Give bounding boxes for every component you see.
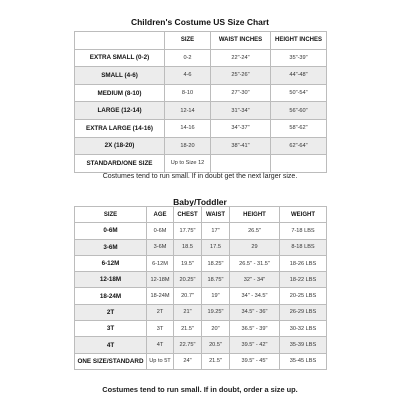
height-cell: 35"-39": [271, 49, 327, 67]
baby-toddler-table: [74, 206, 327, 370]
table-row: [75, 137, 327, 155]
height-cell: 29: [230, 239, 280, 255]
waist-cell: 20.5": [202, 337, 230, 353]
waist-cell: 38"-41": [211, 137, 271, 155]
size-label: 2T: [75, 304, 147, 320]
size-cell: Up to Size 12: [165, 155, 211, 173]
children-size-note: Costumes tend to run small. If in doubt get the next larger size.: [102, 173, 298, 180]
children-size-table: [74, 31, 327, 173]
size-label: ONE SIZE/STANDARD: [75, 353, 147, 369]
weight-cell: 20-25 LBS: [280, 288, 327, 304]
size-label: 0-6M: [75, 223, 147, 239]
size-label: MEDIUM (8-10): [75, 84, 165, 102]
table-row: [75, 353, 327, 369]
header-waist: WAIST: [202, 207, 230, 223]
weight-cell: 30-32 LBS: [280, 321, 327, 337]
height-cell: 32" - 34": [230, 272, 280, 288]
height-cell: 39.5" - 45": [230, 353, 280, 369]
header-waist-inches: WAIST INCHES: [211, 32, 271, 50]
waist-cell: 34"-37": [211, 119, 271, 137]
chest-cell: 17.75": [174, 223, 202, 239]
chest-cell: 19.5": [174, 255, 202, 271]
table-row: [75, 102, 327, 120]
chest-cell: 21": [174, 304, 202, 320]
height-cell: 26.5" - 31.5": [230, 255, 280, 271]
age-cell: 12-18M: [147, 272, 174, 288]
table-header-row: [75, 32, 327, 50]
table-row: [75, 272, 327, 288]
size-label: 4T: [75, 337, 147, 353]
size-label: 6-12M: [75, 255, 147, 271]
waist-cell: 19.25": [202, 304, 230, 320]
waist-cell: 19": [202, 288, 230, 304]
table-row: [75, 49, 327, 67]
waist-cell: 18.25": [202, 255, 230, 271]
size-cell: 18-20: [165, 137, 211, 155]
waist-cell: 17": [202, 223, 230, 239]
height-cell: 50"-54": [271, 84, 327, 102]
header-height: HEIGHT: [230, 207, 280, 223]
waist-cell: 18.75": [202, 272, 230, 288]
chest-cell: 24": [174, 353, 202, 369]
weight-cell: 18-26 LBS: [280, 255, 327, 271]
header-size: SIZE: [75, 207, 147, 223]
children-size-chart-title: Children's Costume US Size Chart: [130, 17, 270, 27]
waist-cell: 31"-34": [211, 102, 271, 120]
table-row: [75, 67, 327, 85]
size-label: 2X (18-20): [75, 137, 165, 155]
size-label: EXTRA LARGE (14-16): [75, 119, 165, 137]
waist-cell: 27"-30": [211, 84, 271, 102]
waist-cell: 21.5": [202, 353, 230, 369]
height-cell: 36.5" - 39": [230, 321, 280, 337]
header-blank: [75, 32, 165, 50]
size-label: 12-18M: [75, 272, 147, 288]
size-label: 3-6M: [75, 239, 147, 255]
chest-cell: 18.5: [174, 239, 202, 255]
chest-cell: 20.25": [174, 272, 202, 288]
height-cell: 44"-48": [271, 67, 327, 85]
height-cell: 26.5": [230, 223, 280, 239]
table-row: [75, 304, 327, 320]
height-cell: 58"-62": [271, 119, 327, 137]
age-cell: 18-24M: [147, 288, 174, 304]
header-weight: WEIGHT: [280, 207, 327, 223]
weight-cell: 35-45 LBS: [280, 353, 327, 369]
table-header-row: [75, 207, 327, 223]
waist-cell: [211, 155, 271, 173]
height-cell: [271, 155, 327, 173]
size-cell: 14-16: [165, 119, 211, 137]
weight-cell: 7-18 LBS: [280, 223, 327, 239]
table-row: [75, 239, 327, 255]
size-label: 3T: [75, 321, 147, 337]
table-row: [75, 84, 327, 102]
table-row: [75, 119, 327, 137]
size-label: EXTRA SMALL (0-2): [75, 49, 165, 67]
age-cell: 3T: [147, 321, 174, 337]
size-label: STANDARD/ONE SIZE: [75, 155, 165, 173]
header-height-inches: HEIGHT INCHES: [271, 32, 327, 50]
table-row: [75, 337, 327, 353]
weight-cell: 35-39 LBS: [280, 337, 327, 353]
age-cell: 4T: [147, 337, 174, 353]
height-cell: 56"-60": [271, 102, 327, 120]
age-cell: 6-12M: [147, 255, 174, 271]
height-cell: 34.5" - 36": [230, 304, 280, 320]
table-row: [75, 321, 327, 337]
size-cell: 0-2: [165, 49, 211, 67]
header-chest: CHEST: [174, 207, 202, 223]
header-age: AGE: [147, 207, 174, 223]
age-cell: 3-6M: [147, 239, 174, 255]
size-label: SMALL (4-6): [75, 67, 165, 85]
height-cell: 39.5" - 42": [230, 337, 280, 353]
waist-cell: 22"-24": [211, 49, 271, 67]
waist-cell: 20": [202, 321, 230, 337]
waist-cell: 17.5: [202, 239, 230, 255]
size-cell: 12-14: [165, 102, 211, 120]
table-row: [75, 288, 327, 304]
size-label: 18-24M: [75, 288, 147, 304]
age-cell: Up to 5T: [147, 353, 174, 369]
size-label: LARGE (12-14): [75, 102, 165, 120]
age-cell: 2T: [147, 304, 174, 320]
table-row: [75, 223, 327, 239]
weight-cell: 18-22 LBS: [280, 272, 327, 288]
header-size: SIZE: [165, 32, 211, 50]
waist-cell: 25"-26": [211, 67, 271, 85]
height-cell: 62"-64": [271, 137, 327, 155]
height-cell: 34" - 34.5": [230, 288, 280, 304]
chest-cell: 20.7": [174, 288, 202, 304]
chest-cell: 21.5": [174, 321, 202, 337]
baby-toddler-title: Baby/Toddler: [173, 197, 227, 207]
weight-cell: 8-18 LBS: [280, 239, 327, 255]
size-cell: 4-6: [165, 67, 211, 85]
size-cell: 8-10: [165, 84, 211, 102]
baby-toddler-note: Costumes tend to run small. If in doubt, order a size up.: [102, 385, 298, 394]
age-cell: 0-6M: [147, 223, 174, 239]
chest-cell: 22.75": [174, 337, 202, 353]
table-row: [75, 155, 327, 173]
weight-cell: 26-29 LBS: [280, 304, 327, 320]
table-row: [75, 255, 327, 271]
